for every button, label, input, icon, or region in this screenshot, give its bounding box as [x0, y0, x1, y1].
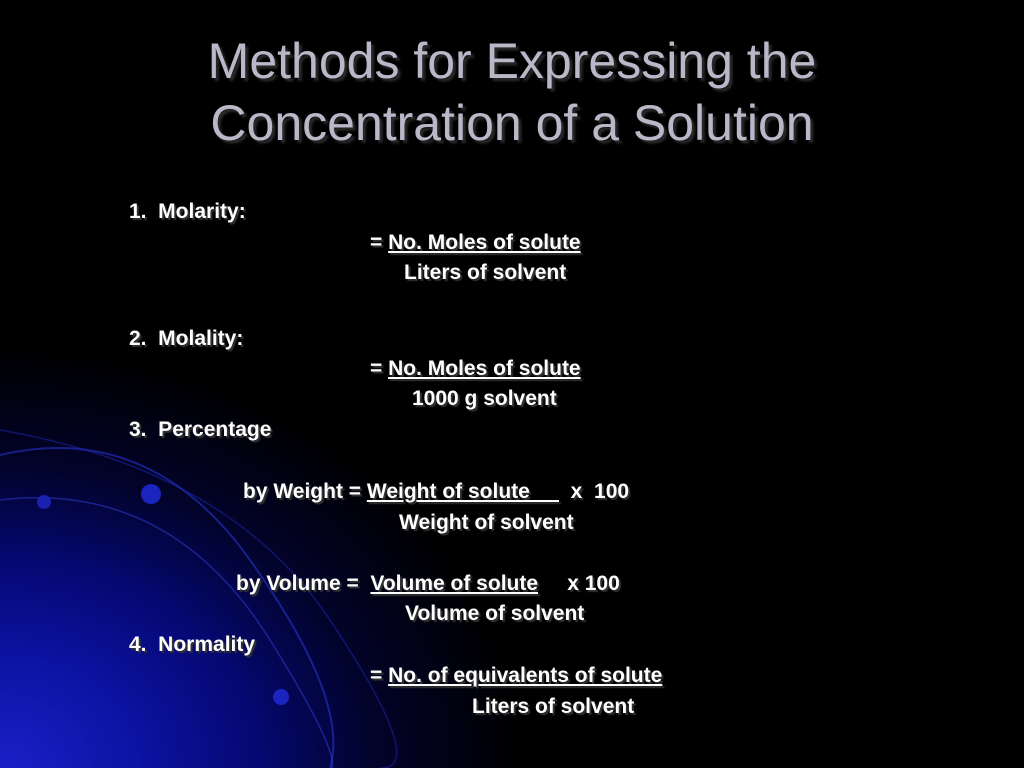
percentage-weight-formula-row: [243, 479, 629, 505]
volume-multiplier: x 100: [538, 572, 620, 595]
decorative-dot: [141, 484, 161, 504]
percentage-volume-formula-row: [236, 571, 620, 597]
weight-multiplier: x 100: [559, 480, 630, 503]
weight-prefix: by Weight =: [243, 480, 367, 503]
molarity-heading: 1. Molarity:: [129, 200, 246, 223]
equals-sign: =: [370, 231, 389, 254]
weight-denominator: Weight of solvent: [399, 511, 574, 534]
slide-title: [0, 30, 1024, 154]
title-line-1: Methods for Expressing the: [207, 33, 817, 89]
molality-denominator: 1000 g solvent: [412, 387, 557, 410]
decorative-dot: [37, 495, 51, 509]
volume-numerator: Volume of solute: [370, 572, 539, 595]
molarity-numerator: No. Moles of solute: [388, 231, 581, 254]
normality-denominator: Liters of solvent: [472, 695, 635, 718]
volume-prefix: by Volume =: [236, 572, 371, 595]
volume-denominator: Volume of solvent: [405, 602, 585, 625]
title-line-2: Concentration of a Solution: [210, 95, 814, 151]
weight-numerator: Weight of solute: [366, 480, 559, 503]
normality-heading: 4. Normality: [129, 633, 256, 656]
molality-heading: 2. Molality:: [129, 327, 244, 350]
decorative-dot: [273, 689, 289, 705]
normality-numerator: No. of equivalents of solute: [388, 664, 663, 687]
equals-sign: =: [370, 357, 389, 380]
molarity-denominator: Liters of solvent: [404, 261, 567, 284]
equals-sign: =: [370, 664, 389, 687]
normality-formula-numerator-row: [370, 663, 662, 689]
molality-numerator: No. Moles of solute: [388, 357, 581, 380]
percentage-heading: 3. Percentage: [129, 418, 272, 441]
molarity-formula-numerator-row: [370, 230, 581, 256]
molality-formula-numerator-row: [370, 356, 581, 382]
